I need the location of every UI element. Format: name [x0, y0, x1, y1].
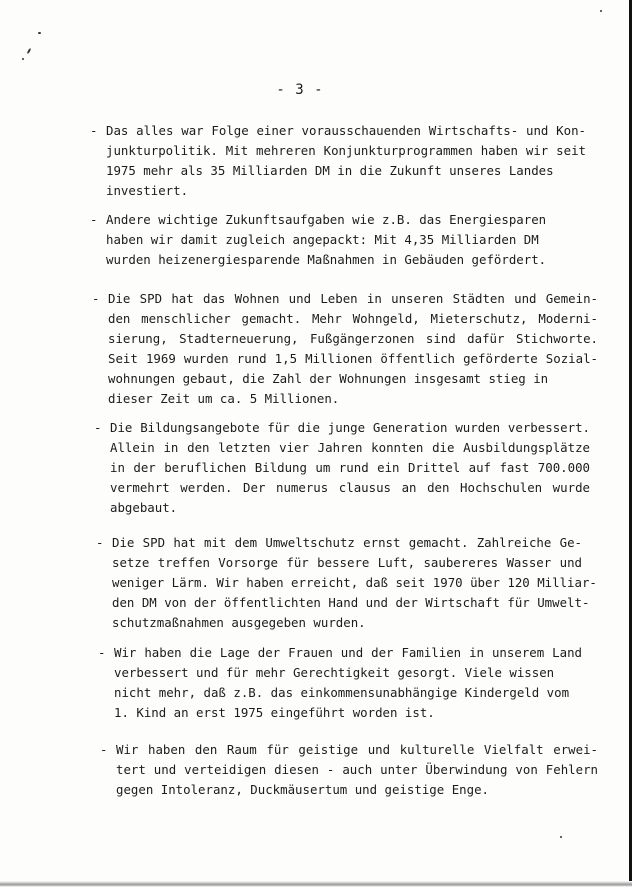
- scan-speck: [38, 32, 41, 34]
- paragraph-energy-saving: [90, 210, 586, 270]
- paragraph-line: sierung, Stadterneuerung, Fußgängerzonen sind dafür Stichworte.: [108, 331, 598, 346]
- paragraph-line: haben wir damit zugleich angepackt: Mit 4,35 Milliarden DM: [106, 232, 539, 247]
- paragraph-line: Allein in den letzten vier Jahren konnten die Ausbildungsplätze: [110, 440, 590, 455]
- paragraph-housing: [92, 289, 598, 409]
- scan-speck: [560, 836, 562, 838]
- paragraph-line: wohnungen gebaut, die Zahl der Wohnungen insgesamt stieg in: [108, 371, 549, 386]
- scan-speck: [600, 10, 602, 12]
- scan-edge-bottom: [0, 881, 632, 887]
- paragraph-line: vermehrt werden. Der numerus clausus an den Hochschulen wurde: [110, 480, 590, 495]
- paragraph-women-families: [98, 643, 582, 723]
- bullet-dash: -: [98, 645, 106, 660]
- paragraph-line: 1975 mehr als 35 Milliarden DM in die Zukunft unseres Landes: [106, 163, 554, 178]
- paragraph-line: weniger Lärm. Wir haben erreicht, daß seit 1970 über 120 Milliar-: [112, 575, 597, 590]
- bullet-dash: -: [90, 123, 98, 138]
- paragraph-line: junkturpolitik. Mit mehreren Konjunkturprogrammen haben wir seit: [106, 143, 586, 158]
- paragraph-line: Die Bildungsangebote für die junge Generation wurden verbessert.: [110, 420, 590, 435]
- bullet-dash: -: [94, 420, 102, 435]
- paragraph-line: Wir haben die Lage der Frauen und der Familien in unserem Land: [114, 645, 582, 660]
- paragraph-line: gegen Intoleranz, Duckmäusertum und geistige Enge.: [116, 782, 489, 797]
- paragraph-economic-policy: [90, 121, 586, 201]
- scan-speck: [22, 58, 24, 60]
- paragraph-cultural-diversity: [100, 740, 598, 800]
- paragraph-line: den DM von der öffentlichten Hand und der Wirtschaft für Umwelt-: [112, 595, 590, 610]
- paragraph-line: in der beruflichen Bildung um rund ein Drittel auf fast 700.000: [110, 460, 590, 475]
- paragraph-line: Andere wichtige Zukunftsaufgaben wie z.B. das Energiesparen: [106, 212, 547, 227]
- paragraph-line: tert und verteidigen diesen - auch unter Überwindung von Fehlern: [116, 762, 598, 777]
- paragraph-line: Das alles war Folge einer vorausschauenden Wirtschafts- und Kon-: [106, 123, 586, 138]
- paragraph-education: [94, 418, 590, 518]
- paragraph-line: abgebaut.: [110, 500, 178, 515]
- bullet-dash: -: [100, 742, 108, 757]
- paragraph-line: setze treffen Vorsorge für bessere Luft, saubereres Wasser und: [112, 555, 582, 570]
- paragraph-line: dieser Zeit um ca. 5 Millionen.: [108, 391, 340, 406]
- paragraph-line: wurden heizenergiesparende Maßnahmen in Gebäuden gefördert.: [106, 252, 547, 267]
- page-number: - 3 -: [276, 82, 324, 98]
- scan-speck: [27, 48, 32, 54]
- paragraph-line: investiert.: [106, 183, 189, 198]
- bullet-dash: -: [96, 535, 104, 550]
- paragraph-line: nicht mehr, daß z.B. das einkommensunabhängige Kindergeld vom: [114, 685, 570, 700]
- paragraph-line: den menschlicher gemacht. Mehr Wohngeld, Mieterschutz, Moderni-: [108, 311, 598, 326]
- paragraph-line: Seit 1969 wurden rund 1,5 Millionen öffentlich geförderte Sozial-: [108, 351, 598, 366]
- paragraph-environment: [96, 533, 597, 633]
- paragraph-line: Die SPD hat das Wohnen und Leben in unseren Städten und Gemein-: [108, 291, 598, 306]
- paragraph-line: 1. Kind an erst 1975 eingeführt worden ist.: [114, 705, 435, 720]
- paragraph-line: schutzmaßnahmen ausgegeben wurden.: [112, 615, 366, 630]
- paragraph-line: Die SPD hat mit dem Umweltschutz ernst gemacht. Zahlreiche Ge-: [112, 535, 582, 550]
- bullet-dash: -: [92, 291, 100, 306]
- paragraph-line: Wir haben den Raum für geistige und kulturelle Vielfalt erwei-: [116, 742, 598, 757]
- bullet-dash: -: [90, 212, 98, 227]
- paragraph-line: verbessert und für mehr Gerechtigkeit gesorgt. Viele wissen: [114, 665, 555, 680]
